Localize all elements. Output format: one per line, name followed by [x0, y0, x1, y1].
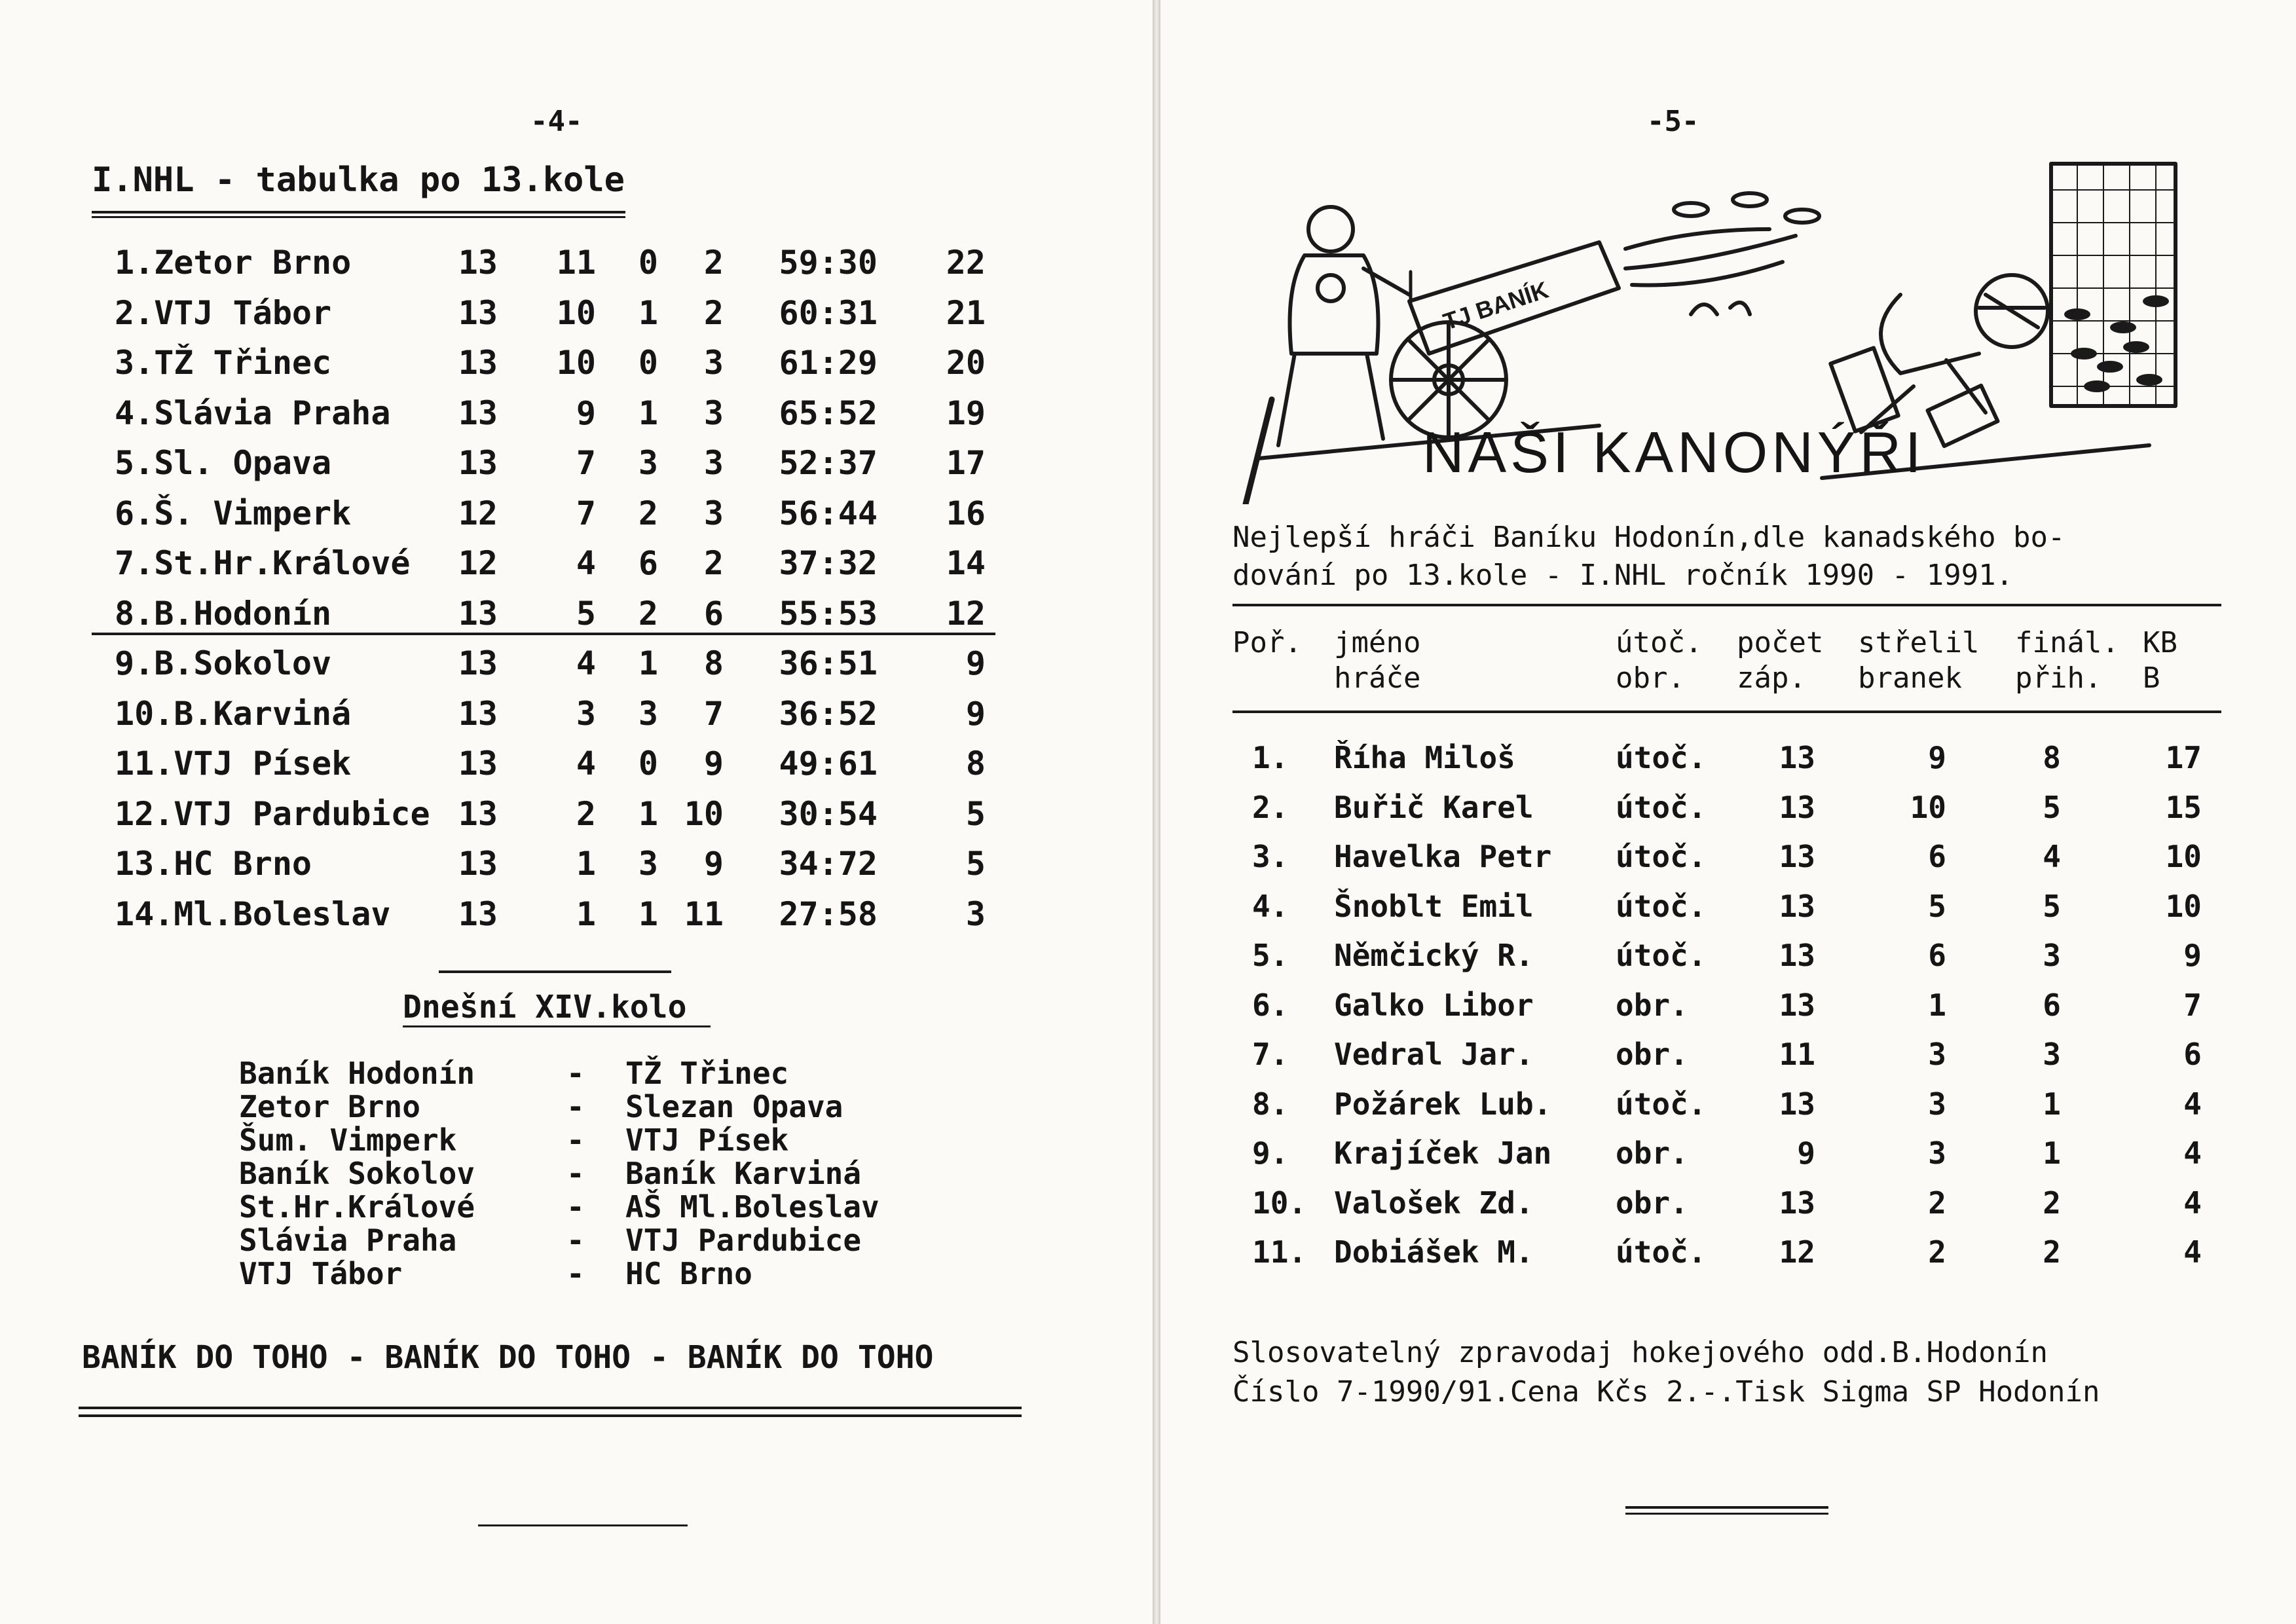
scorer-cell-rank: 4.: [1252, 888, 1289, 924]
scorer-cell-pos: útoč.: [1616, 740, 1707, 775]
standings-cell-t: 3: [638, 444, 658, 482]
fixture-sep: -: [566, 1189, 585, 1225]
standings-cell-gp: 13: [458, 644, 498, 682]
standings-cell-w: 4: [576, 745, 596, 783]
standings-cell-score: 65:52: [779, 394, 878, 432]
scorer-cell-kb: 7: [2183, 987, 2202, 1023]
scorer-cell-rank: 6.: [1252, 987, 1289, 1023]
divider-line: [439, 970, 671, 973]
scorer-cell-goals: 5: [1928, 888, 1946, 924]
standings-cell-gp: 12: [458, 494, 498, 532]
fixture-away: VTJ Písek: [625, 1122, 789, 1158]
scorer-cell-name: Dobiášek M.: [1334, 1234, 1534, 1270]
standings-cell-score: 56:44: [779, 494, 878, 532]
standings-cell-team: 6.Š. Vimperk: [115, 494, 352, 532]
standings-cell-team: 8.B.Hodonín: [115, 594, 332, 633]
standings-cell-t: 1: [638, 794, 658, 833]
cartoon-label: TJ BANÍK: [1439, 276, 1552, 335]
fixture-sep: -: [566, 1223, 585, 1258]
scorer-cell-rank: 1.: [1252, 740, 1289, 775]
title-underline: [92, 211, 625, 213]
scorer-cell-goals: 6: [1928, 839, 1946, 874]
standings-cell-gp: 13: [458, 444, 498, 482]
standings-cell-team: 4.Slávia Praha: [115, 394, 391, 432]
scorer-cell-pos: obr.: [1616, 987, 1688, 1023]
fixture-row: [0, 1189, 1153, 1223]
standings-cell-l: 9: [703, 845, 724, 883]
scorer-row: [1160, 1185, 2296, 1235]
scorer-cell-gp: 13: [1779, 789, 1815, 825]
fixture-away: Baník Karviná: [625, 1156, 862, 1191]
standings-cell-w: 10: [556, 344, 596, 382]
standings-cell-gp: 13: [458, 794, 498, 833]
round-title: Dnešní XIV.kolo: [403, 989, 687, 1025]
standings-cell-team: 7.St.Hr.Králové: [115, 544, 411, 582]
scorer-cell-rank: 8.: [1252, 1086, 1289, 1122]
fixture-away: AŠ Ml.Boleslav: [625, 1189, 880, 1225]
standings-cell-score: 52:37: [779, 444, 878, 482]
fixture-home: VTJ Tábor: [239, 1256, 403, 1291]
standings-cell-pts: 21: [946, 293, 986, 332]
scorer-cell-assists: 3: [2043, 1037, 2061, 1072]
scorer-cell-name: Němčický R.: [1334, 938, 1534, 973]
scorer-cell-assists: 6: [2043, 987, 2061, 1023]
standings-cell-t: 2: [638, 494, 658, 532]
scorer-cell-name: Valošek Zd.: [1334, 1185, 1534, 1221]
standings-cell-gp: 13: [458, 895, 498, 933]
scorer-cell-kb: 6: [2183, 1037, 2202, 1072]
scorer-cell-rank: 11.: [1252, 1234, 1307, 1270]
scorer-cell-assists: 4: [2043, 839, 2061, 874]
standings-cell-t: 1: [638, 895, 658, 933]
standings-cell-gp: 13: [458, 845, 498, 883]
scorer-cell-rank: 3.: [1252, 839, 1289, 874]
fixture-row: [0, 1089, 1153, 1123]
standings-row: [0, 494, 1153, 544]
standings-cell-w: 4: [576, 644, 596, 682]
standings-cell-pts: 14: [946, 544, 986, 582]
standings-cell-t: 1: [638, 394, 658, 432]
standings-cell-w: 1: [576, 845, 596, 883]
standings-row: [0, 745, 1153, 794]
fixture-away: TŽ Třinec: [625, 1056, 789, 1091]
scorer-cell-assists: 1: [2043, 1135, 2061, 1171]
standings-cell-score: 49:61: [779, 745, 878, 783]
standings-cell-pts: 22: [946, 244, 986, 282]
standings-cell-l: 10: [684, 794, 724, 833]
bottom-rule-2: [79, 1414, 1022, 1417]
fixture-home: Zetor Brno: [239, 1089, 420, 1124]
scorer-cell-kb: 10: [2165, 888, 2202, 924]
standings-cell-pts: 12: [946, 594, 986, 633]
right-page: [1160, 0, 2296, 1624]
standings-cell-l: 3: [703, 394, 724, 432]
scorer-cell-kb: 17: [2165, 740, 2202, 775]
standings-cell-l: 8: [703, 644, 724, 682]
standings-cell-l: 2: [703, 293, 724, 332]
fixture-row: [0, 1256, 1153, 1290]
page-number-left: -4-: [530, 105, 583, 138]
standings-cell-l: 2: [703, 244, 724, 282]
scorer-cell-name: Galko Libor: [1334, 987, 1534, 1023]
scorer-cell-goals: 3: [1928, 1135, 1946, 1171]
scorer-cell-gp: 9: [1797, 1135, 1815, 1171]
intro-line-2: dování po 13.kole - I.NHL ročník 1990 - 1991.: [1232, 559, 2014, 592]
scorer-cell-assists: 2: [2043, 1185, 2061, 1221]
standings-cell-score: 34:72: [779, 845, 878, 883]
scorer-cell-kb: 4: [2183, 1185, 2202, 1221]
scorer-cell-rank: 9.: [1252, 1135, 1289, 1171]
standings-cell-l: 11: [684, 895, 724, 933]
standings-cell-w: 4: [576, 544, 596, 582]
scorer-cell-gp: 13: [1779, 938, 1815, 973]
footer-line: [478, 1524, 688, 1526]
scorer-row: [1160, 1086, 2296, 1136]
book-gutter: [1153, 0, 1160, 1624]
fixture-away: Slezan Opava: [625, 1089, 843, 1124]
fixture-sep: -: [566, 1089, 585, 1124]
scorer-cell-pos: útoč.: [1616, 938, 1707, 973]
standings-cell-gp: 13: [458, 344, 498, 382]
scorer-cell-rank: 2.: [1252, 789, 1289, 825]
round-title-underline: [403, 1025, 711, 1027]
standings-cell-pts: 5: [965, 845, 986, 883]
standings-cell-team: 9.B.Sokolov: [115, 644, 332, 682]
col-assists-header: finál. přih.: [2015, 626, 2119, 695]
scorer-row: [1160, 740, 2296, 790]
standings-cell-pts: 20: [946, 344, 986, 382]
fixture-home: Slávia Praha: [239, 1223, 457, 1258]
scorer-cell-rank: 5.: [1252, 938, 1289, 973]
standings-cell-l: 2: [703, 544, 724, 582]
page-number-right: -5-: [1647, 105, 1699, 138]
standings-cell-w: 7: [576, 444, 596, 482]
footer-line-2: Číslo 7-1990/91.Cena Kčs 2.-.Tisk Sigma SP Hodonín: [1232, 1375, 2100, 1409]
scorer-cell-gp: 11: [1779, 1037, 1815, 1072]
scorer-cell-kb: 9: [2183, 938, 2202, 973]
scorer-row: [1160, 1135, 2296, 1185]
scorer-cell-name: Havelka Petr: [1334, 839, 1552, 874]
standings-cell-t: 0: [638, 745, 658, 783]
header-bottom-rule: [1232, 710, 2221, 713]
scorer-cell-assists: 2: [2043, 1234, 2061, 1270]
standings-cell-gp: 13: [458, 694, 498, 733]
standings-cell-t: 6: [638, 544, 658, 582]
standings-cell-t: 1: [638, 293, 658, 332]
footer-rule: [1625, 1506, 1828, 1509]
scorer-cell-kb: 4: [2183, 1135, 2202, 1171]
scorer-cell-kb: 10: [2165, 839, 2202, 874]
standings-cell-w: 2: [576, 794, 596, 833]
scorer-cell-gp: 13: [1779, 839, 1815, 874]
fixture-sep: -: [566, 1056, 585, 1091]
standings-cell-w: 11: [556, 244, 596, 282]
scorer-cell-goals: 1: [1928, 987, 1946, 1023]
scorer-cell-gp: 13: [1779, 888, 1815, 924]
standings-cell-score: 36:51: [779, 644, 878, 682]
standings-row: [0, 294, 1153, 344]
scorer-cell-pos: útoč.: [1616, 1234, 1707, 1270]
standings-cell-score: 61:29: [779, 344, 878, 382]
fixture-home: Šum. Vimperk: [239, 1122, 457, 1158]
title-underline-2: [92, 216, 625, 218]
fixture-sep: -: [566, 1122, 585, 1158]
standings-cell-pts: 9: [965, 694, 986, 733]
standings-cell-score: 27:58: [779, 895, 878, 933]
standings-row: [0, 845, 1153, 895]
scorer-cell-kb: 4: [2183, 1086, 2202, 1122]
standings-cell-score: 55:53: [779, 594, 878, 633]
scorer-cell-assists: 5: [2043, 888, 2061, 924]
standings-cell-team: 5.Sl. Opava: [115, 444, 332, 482]
standings-cell-w: 5: [576, 594, 596, 633]
standings-cell-t: 0: [638, 344, 658, 382]
standings-cell-score: 59:30: [779, 244, 878, 282]
scorer-cell-gp: 12: [1779, 1234, 1815, 1270]
fixture-home: St.Hr.Králové: [239, 1189, 475, 1225]
standings-cell-gp: 13: [458, 244, 498, 282]
scorer-cell-name: Požárek Lub.: [1334, 1086, 1552, 1122]
scorer-cell-goals: 2: [1928, 1185, 1946, 1221]
footer-rule-2: [1625, 1513, 1828, 1515]
scorer-cell-goals: 9: [1928, 740, 1946, 775]
standings-cell-w: 1: [576, 895, 596, 933]
standings-row: [0, 795, 1153, 845]
standings-cell-l: 9: [703, 745, 724, 783]
scorer-cell-name: Krajíček Jan: [1334, 1135, 1552, 1171]
intro-line-1: Nejlepší hráči Baníku Hodonín,dle kanadského bo-: [1232, 521, 2065, 554]
scorer-row: [1160, 938, 2296, 987]
scorer-row: [1160, 987, 2296, 1037]
standings-cell-l: 3: [703, 444, 724, 482]
fixture-sep: -: [566, 1156, 585, 1191]
fixture-row: [0, 1223, 1153, 1257]
scorer-cell-gp: 13: [1779, 740, 1815, 775]
standings-cell-gp: 13: [458, 293, 498, 332]
scorer-cell-rank: 10.: [1252, 1185, 1307, 1221]
standings-cell-pts: 8: [965, 745, 986, 783]
standings-cell-w: 3: [576, 694, 596, 733]
standings-row: [0, 644, 1153, 694]
standings-cell-l: 3: [703, 344, 724, 382]
scorer-cell-gp: 13: [1779, 987, 1815, 1023]
standings-row: [0, 895, 1153, 945]
fixture-sep: -: [566, 1256, 585, 1291]
scorer-cell-pos: obr.: [1616, 1135, 1688, 1171]
standings-cell-score: 36:52: [779, 694, 878, 733]
standings-cell-w: 10: [556, 293, 596, 332]
standings-cell-pts: 17: [946, 444, 986, 482]
scorer-cell-assists: 1: [2043, 1086, 2061, 1122]
standings-cell-l: 6: [703, 594, 724, 633]
standings-cell-team: 14.Ml.Boleslav: [115, 895, 391, 933]
standings-cell-w: 9: [576, 394, 596, 432]
standings-cell-pts: 5: [965, 794, 986, 833]
standings-cell-w: 7: [576, 494, 596, 532]
standings-row: [0, 595, 1153, 644]
standings-cell-l: 3: [703, 494, 724, 532]
scorer-row: [1160, 790, 2296, 840]
scorer-row: [1160, 1037, 2296, 1086]
scorer-cell-goals: 3: [1928, 1086, 1946, 1122]
standings-title: I.NHL - tabulka po 13.kole: [92, 160, 625, 200]
col-kb-header: KB B: [2143, 626, 2177, 695]
standings-row: [0, 344, 1153, 394]
col-rank-header: Poř.: [1232, 626, 1302, 659]
standings-cell-t: 3: [638, 845, 658, 883]
standings-cell-l: 7: [703, 694, 724, 733]
scorer-cell-name: Vedral Jar.: [1334, 1037, 1534, 1072]
standings-cell-team: 2.VTJ Tábor: [115, 293, 332, 332]
scorer-cell-name: Šnoblt Emil: [1334, 888, 1534, 924]
standings-cell-gp: 12: [458, 544, 498, 582]
scorer-cell-gp: 13: [1779, 1086, 1815, 1122]
standings-cell-score: 30:54: [779, 794, 878, 833]
standings-row: [0, 444, 1153, 494]
standings-cell-team: 1.Zetor Brno: [115, 244, 352, 282]
page-heading: NAŠI KANONÝŘI: [1422, 420, 1925, 485]
standings-cell-team: 10.B.Karviná: [115, 694, 352, 733]
scorer-row: [1160, 1234, 2296, 1284]
standings-cell-score: 37:32: [779, 544, 878, 582]
relegation-line: [92, 633, 995, 635]
col-name-header: jméno hráče: [1334, 626, 1421, 695]
player-head-icon: [1308, 207, 1353, 251]
bottom-rule: [79, 1407, 1022, 1409]
scorer-cell-goals: 2: [1928, 1234, 1946, 1270]
fixture-row: [0, 1156, 1153, 1190]
scorer-cell-name: Říha Miloš: [1334, 740, 1515, 775]
col-pos-header: útoč. obr.: [1616, 626, 1703, 695]
scorer-row: [1160, 839, 2296, 889]
standings-cell-team: 12.VTJ Pardubice: [115, 794, 430, 833]
standings-row: [0, 544, 1153, 594]
col-goals-header: střelil branek: [1858, 626, 1980, 695]
standings-cell-t: 0: [638, 244, 658, 282]
standings-cell-pts: 19: [946, 394, 986, 432]
standings-cell-gp: 13: [458, 394, 498, 432]
standings-cell-score: 60:31: [779, 293, 878, 332]
standings-cell-team: 3.TŽ Třinec: [115, 344, 332, 382]
scorer-cell-assists: 5: [2043, 789, 2061, 825]
scorer-cell-pos: útoč.: [1616, 789, 1707, 825]
standings-cell-t: 2: [638, 594, 658, 633]
fixture-away: HC Brno: [625, 1256, 752, 1291]
standings-cell-pts: 3: [965, 895, 986, 933]
scorer-cell-goals: 6: [1928, 938, 1946, 973]
slogan: BANÍK DO TOHO - BANÍK DO TOHO - BANÍK DO TOHO: [82, 1339, 934, 1376]
fixture-row: [0, 1122, 1153, 1156]
scorer-cell-pos: útoč.: [1616, 1086, 1707, 1122]
table-top-rule: [1232, 604, 2221, 606]
fixture-away: VTJ Pardubice: [625, 1223, 862, 1258]
standings-row: [0, 244, 1153, 293]
fixture-home: Baník Sokolov: [239, 1156, 475, 1191]
col-gp-header: počet záp.: [1737, 626, 1824, 695]
scorer-cell-kb: 15: [2165, 789, 2202, 825]
standings-cell-pts: 9: [965, 644, 986, 682]
scorer-cell-assists: 8: [2043, 740, 2061, 775]
scorer-row: [1160, 889, 2296, 938]
scorer-cell-pos: útoč.: [1616, 888, 1707, 924]
standings-cell-gp: 13: [458, 594, 498, 633]
standings-cell-gp: 13: [458, 745, 498, 783]
scorer-cell-pos: obr.: [1616, 1185, 1688, 1221]
standings-row: [0, 394, 1153, 444]
scorer-cell-pos: útoč.: [1616, 839, 1707, 874]
standings-row: [0, 695, 1153, 745]
standings-cell-pts: 16: [946, 494, 986, 532]
scorer-cell-rank: 7.: [1252, 1037, 1289, 1072]
scorer-cell-kb: 4: [2183, 1234, 2202, 1270]
standings-cell-team: 11.VTJ Písek: [115, 745, 352, 783]
fixture-row: [0, 1056, 1153, 1090]
standings-cell-team: 13.HC Brno: [115, 845, 312, 883]
fixture-home: Baník Hodonín: [239, 1056, 475, 1091]
scorer-cell-goals: 3: [1928, 1037, 1946, 1072]
scorer-cell-assists: 3: [2043, 938, 2061, 973]
scorer-cell-pos: obr.: [1616, 1037, 1688, 1072]
standings-cell-t: 1: [638, 644, 658, 682]
footer-line-1: Slosovatelný zpravodaj hokejového odd.B.Hodonín: [1232, 1336, 2048, 1369]
standings-cell-t: 3: [638, 694, 658, 733]
scorer-cell-name: Buřič Karel: [1334, 789, 1534, 825]
scorer-cell-gp: 13: [1779, 1185, 1815, 1221]
scorer-cell-goals: 10: [1910, 789, 1946, 825]
